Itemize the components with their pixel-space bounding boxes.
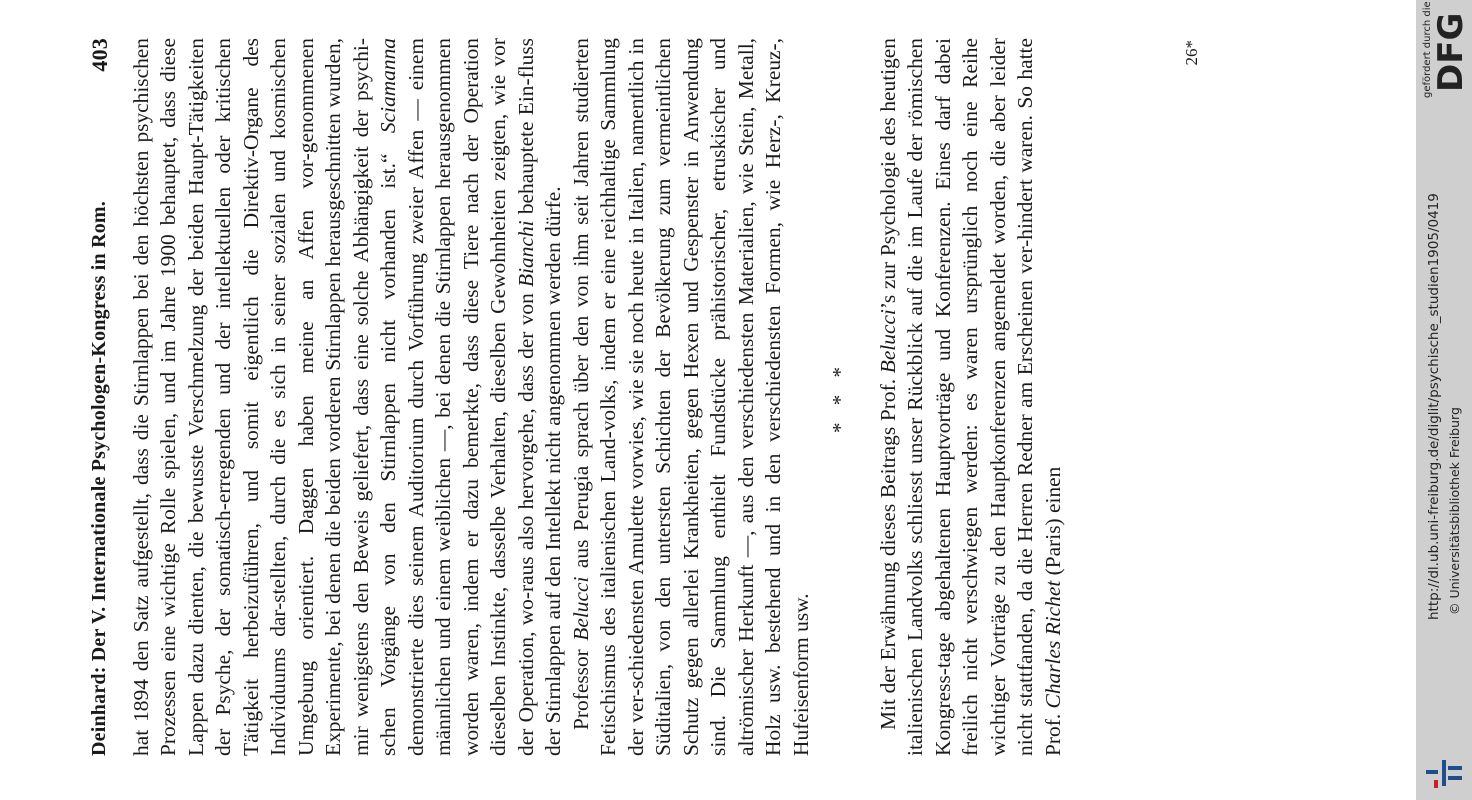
text-run: hat 1894 den Satz aufgestellt, dass die Stirnlappen bei den höchsten psychischen Prozessen eine wichtige Rolle spielen, und im Jahre 1900 behauptet, dass diese Lappen dazu dienten, die bewusste Verschmelzung der beiden Haupt-Tätigkeiten der Psyche, der somatisch-erregenden und der intellektuellen oder kritischen Tätigkeit herbeizuführen, und somit eigentlich die Direktiv-Organe des Individuums dar-stellten, durch die es sich in seiner sozialen und kosmischen Umgebung orientiert. Daggen haben meine an Affen vor-genommenen Experimente, bei denen die beiden vorderen Stirnlappen herausgeschnitten wurden, mir wenigstens den Beweis geliefert, dass eine solche Abhängigkeit der psychi-schen Vorgänge von den Stirnlappen nicht vorhanden ist.“ — [128, 38, 400, 756]
copyright-text: © Universitätsbibliothek Freiburg — [1447, 407, 1462, 615]
section-divider-stars: * * * — [828, 361, 852, 433]
running-head — [86, 38, 114, 756]
name-belucci: Belucci — [875, 309, 900, 374]
source-url-link[interactable]: http://dl.ub.uni-freiburg.de/diglit/psychische_studien1905/0419 — [1426, 193, 1442, 620]
name-sciamanna: Sciamanna — [376, 38, 400, 134]
text-run: behauptete Ein-fluss der Stirnlappen auf den Intellekt nicht angenommen werden dürfe. — [513, 38, 565, 756]
text-run: Professor — [568, 640, 593, 730]
text-run: ’s zur Psychologie des heutigen italienischen Landvolks schliesst unser Rückblick auf die im Laufe der römischen Kongress-tage abgehaltenen Hauptvorträge und Konferenzen. Eines darf dabei freilich nicht verschwiegen werden: es waren ursprünglich noch eine Reihe wichtiger Vorträge zu den Hauptkonferenzen angemeldet worden, die aber leider nicht stattfanden, da die Herren Redner am Erscheinen ver-hindert waren. So hatte Prof. — [875, 38, 1065, 756]
paragraph-2 — [568, 38, 816, 756]
name-bianchi: Bianchi — [513, 220, 538, 287]
text-run: Mit der Erwähnung dieses Beitrags Prof. — [875, 373, 900, 730]
text-run: aus Perugia sprach über den von ihm seit Jahren studierten Fetischismus des italienischen Land-volks, indem er eine reichhaltige Sammlung der ver-schiedensten Amulette vorwies, wie sie noch heute in Italien, namentlich in Süditalien, von den untersten Schichten der Bevölkerung zum vermeintlichen Schutz gegen allerlei Krankheiten, gegen Hexen und Gespenster in Anwendung sind. Die Sammlung enthielt Fundstücke prähistorischer, etruskischer und altrömischer Herkunft —, aus den verschiedensten Materialien, wie Stein, Metall, Holz usw. bestehend und in den verschiedensten Formen, wie Herz-, Kreuz-, Hufeisenform usw. — [568, 38, 813, 756]
dfg-logo-text: DFG — [1431, 12, 1471, 92]
dfg-caption-text: gefördert durch die — [1422, 1, 1433, 98]
name-belucci: Belucci — [568, 576, 593, 641]
ub-freiburg-logo-icon — [1424, 756, 1466, 790]
sidebar-footer — [1416, 0, 1472, 800]
text-run: (Paris) einen — [1040, 466, 1065, 581]
signature-mark: 26* — [1182, 40, 1201, 66]
name-richet: Charles Richet — [1040, 580, 1065, 709]
paragraph-1 — [128, 38, 568, 756]
page-number: 403 — [87, 38, 112, 72]
text-run: demonstrierte dies seinem Auditorium durch Vorführung zweier Affen — einem männlichen und einem weiblichen —, bei denen die Stirnlappen herausgenommen worden waren, indem er dazu bemerkte, dass diese Tiere nach der Operation dieselben Instinkte, dasselbe Verhalten, dieselben Gewohnheiten zeigten, wie vor der Operation, wo-raus also hervorgehe, dass der von — [403, 38, 538, 756]
running-head-title: Deinhard: Der V. Internationale Psychologen-Kongress in Rom. — [88, 201, 110, 756]
paragraph-3 — [875, 38, 1068, 756]
